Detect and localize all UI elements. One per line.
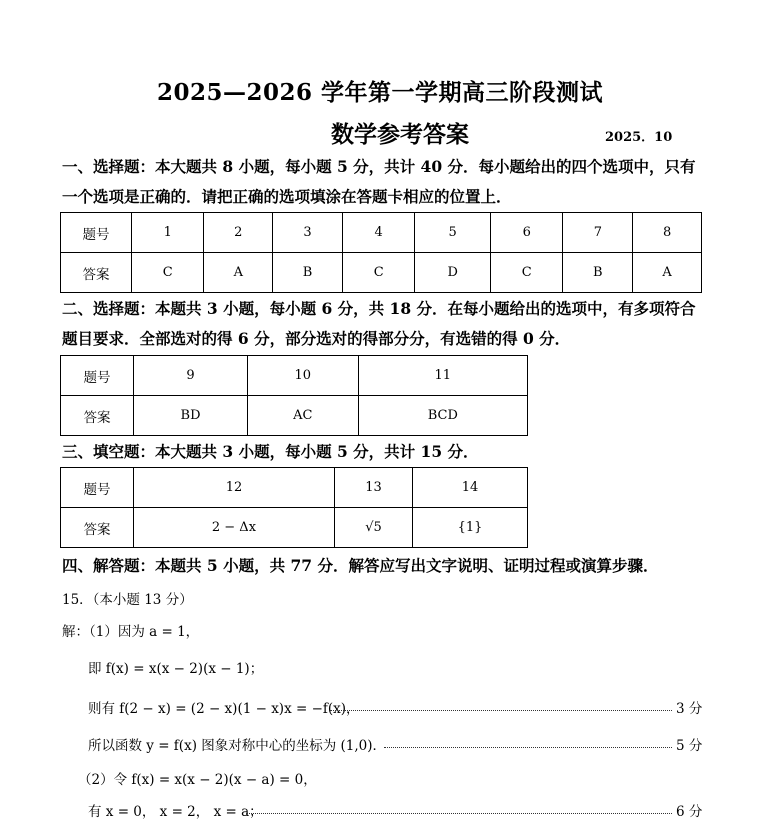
dotted-leader bbox=[246, 813, 672, 814]
q15-line-2: 即 f(x) = x(x − 2)(x − 1)； bbox=[88, 661, 264, 677]
table-header-cell: 答案 bbox=[61, 508, 134, 548]
answer-cell: B bbox=[563, 253, 633, 293]
answer-cell: C bbox=[132, 253, 204, 293]
answer-cell: C bbox=[491, 253, 563, 293]
question-number-cell: 2 bbox=[204, 213, 273, 253]
question-number-cell: 3 bbox=[273, 213, 343, 253]
score-label: 6 分 bbox=[676, 804, 703, 820]
section2-line2: 题目要求．全部选对的得 6 分，部分选对的得部分分，有选错的得 0 分． bbox=[62, 329, 571, 348]
document-title: 2025—2026 学年第一学期高三阶段测试 bbox=[156, 79, 604, 106]
dotted-leader bbox=[330, 710, 672, 711]
question-number-cell: 9 bbox=[134, 356, 248, 396]
answer-cell: BCD bbox=[358, 396, 527, 436]
answer-cell: √5 bbox=[334, 508, 412, 548]
q15-line-5: （2）令 f(x) = x(x − 2)(x − a) = 0， bbox=[78, 772, 317, 788]
table-header-cell: 题号 bbox=[61, 213, 132, 253]
section1-line1: 一、选择题：本大题共 8 小题，每小题 5 分，共计 40 分．每小题给出的四个选项中，只有 bbox=[62, 157, 696, 176]
section1-answer-table bbox=[60, 212, 702, 293]
answer-cell: B bbox=[273, 253, 343, 293]
section3-line1: 三、填空题：本大题共 3 小题，每小题 5 分，共计 15 分． bbox=[62, 442, 479, 461]
answer-cell: AC bbox=[248, 396, 359, 436]
question-number-cell: 6 bbox=[491, 213, 563, 253]
table-header-cell: 答案 bbox=[61, 253, 132, 293]
section1-line2: 一个选项是正确的．请把正确的选项填涂在答题卡相应的位置上． bbox=[62, 187, 512, 206]
question-number-cell: 11 bbox=[358, 356, 527, 396]
section2-answer-table bbox=[60, 355, 528, 436]
question-number-cell: 5 bbox=[415, 213, 491, 253]
section3-answer-table bbox=[60, 467, 528, 548]
section2-line1: 二、选择题：本题共 3 小题，每小题 6 分，共 18 分．在每小题给出的选项中，有多项符合 bbox=[62, 299, 696, 318]
answer-cell: A bbox=[633, 253, 702, 293]
question-number-cell: 7 bbox=[563, 213, 633, 253]
answer-cell: A bbox=[204, 253, 273, 293]
answer-cell: 2 − Δx bbox=[134, 508, 335, 548]
question-number-cell: 13 bbox=[334, 468, 412, 508]
dotted-leader bbox=[384, 747, 672, 748]
table-header-cell: 答案 bbox=[61, 396, 134, 436]
q15-title: 15．（本小题 13 分） bbox=[62, 592, 193, 608]
answer-cell: D bbox=[415, 253, 491, 293]
question-number-cell: 10 bbox=[248, 356, 359, 396]
answer-cell: {1} bbox=[413, 508, 528, 548]
question-number-cell: 4 bbox=[342, 213, 414, 253]
section4-line1: 四、解答题：本题共 5 小题，共 77 分．解答应写出文字说明、证明过程或演算步骤． bbox=[62, 556, 659, 575]
score-label: 3 分 bbox=[676, 701, 703, 717]
q15-line-6: 有 x = 0， x = 2， x = a； bbox=[88, 804, 263, 820]
question-number-cell: 12 bbox=[134, 468, 335, 508]
table-header-cell: 题号 bbox=[61, 356, 134, 396]
document-date: 2025．10 bbox=[605, 130, 673, 145]
q15-line-1: 解：（1）因为 a = 1， bbox=[62, 624, 200, 640]
q15-line-3: 则有 f(2 − x) = (2 − x)(1 − x)x = −f(x)， bbox=[88, 701, 360, 717]
document-subtitle: 数学参考答案 bbox=[331, 121, 469, 148]
question-number-cell: 14 bbox=[413, 468, 528, 508]
score-label: 5 分 bbox=[676, 738, 703, 754]
answer-cell: C bbox=[342, 253, 414, 293]
table-header-cell: 题号 bbox=[61, 468, 134, 508]
question-number-cell: 8 bbox=[633, 213, 702, 253]
q15-line-4: 所以函数 y = f(x) 图象对称中心的坐标为 (1,0)． bbox=[88, 738, 387, 754]
question-number-cell: 1 bbox=[132, 213, 204, 253]
answer-cell: BD bbox=[134, 396, 248, 436]
